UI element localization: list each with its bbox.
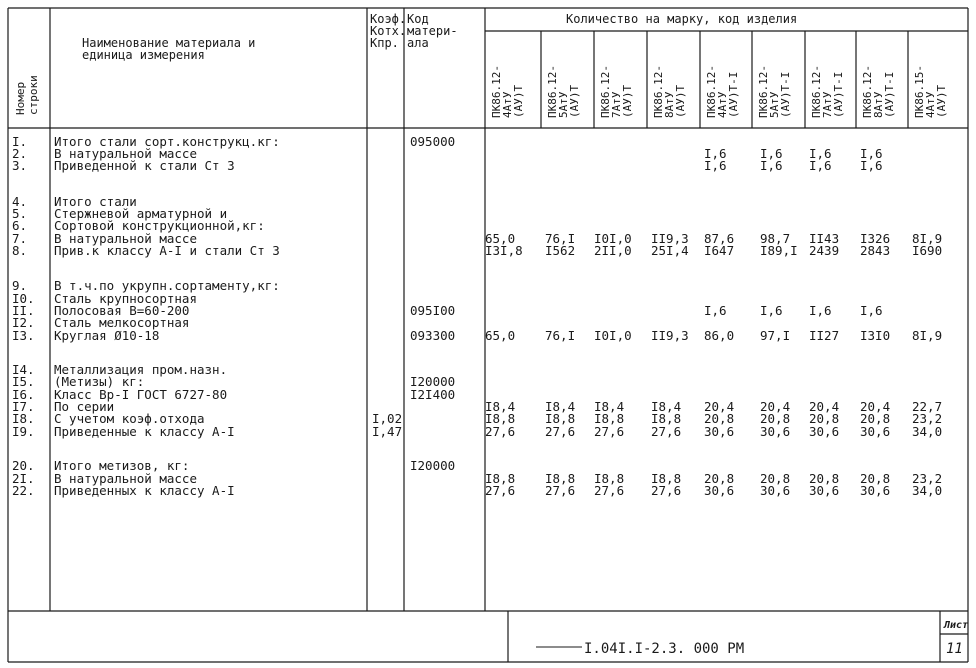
quantity-value: 34,0 (912, 483, 943, 498)
material-name: Приведенные к классу А-I (54, 424, 235, 439)
quantity-value: 20,4 (760, 399, 791, 414)
product-header-5: 4АтУ (716, 91, 729, 118)
product-header-3: (АУ)Т (621, 84, 634, 118)
material-name: Класс Вр-I ГОСТ 6727-80 (54, 387, 228, 402)
quantity-value: II43 (809, 231, 840, 246)
quantity-value: 27,6 (545, 424, 576, 439)
row-number: 4. (12, 194, 28, 209)
material-name: Итого метизов, кг: (54, 458, 190, 473)
product-header-2: 5АтУ (557, 91, 570, 118)
quantity-value: 27,6 (651, 483, 682, 498)
product-header-7: 7АтУ (821, 91, 834, 118)
product-header-2: ПК86.12- (546, 65, 559, 118)
quantity-value: 20,8 (760, 471, 791, 486)
material-name: В натуральной массе (54, 471, 197, 486)
quantity-value: 20,4 (809, 399, 840, 414)
quantity-value: 34,0 (912, 424, 943, 439)
material-code: 095I00 (410, 303, 456, 318)
code-header: матери- (407, 24, 458, 38)
quantity-value: 27,6 (545, 483, 576, 498)
quantity-value: 27,6 (485, 483, 516, 498)
quantity-value: I8,8 (545, 471, 576, 486)
quantity-value: I0I,0 (594, 231, 632, 246)
quantity-value: I,6 (760, 303, 783, 318)
material-name: По серии (54, 399, 115, 414)
row-number: 7. (12, 231, 28, 246)
quantity-value: 30,6 (809, 424, 840, 439)
quantity-value: 65,0 (485, 231, 516, 246)
row-number: 6. (12, 218, 28, 233)
quantity-value: 20,8 (809, 411, 840, 426)
material-code: I20000 (410, 374, 456, 389)
quantity-value: 30,6 (704, 424, 735, 439)
quantity-value: 20,8 (704, 471, 735, 486)
quantity-value: 27,6 (594, 424, 625, 439)
quantity-value: 20,4 (704, 399, 735, 414)
row-number-header: Номер (14, 81, 27, 115)
quantity-value: I3I0 (860, 328, 891, 343)
row-number: I8. (12, 411, 35, 426)
quantity-value: 2II,0 (594, 243, 632, 258)
product-header-1: (АУ)Т (512, 84, 525, 118)
quantity-value: I8,8 (594, 411, 625, 426)
quantity-value: 22,7 (912, 399, 943, 414)
material-name: Полосовая В=60-200 (54, 303, 190, 318)
product-header-4: (АУ)Т (674, 84, 687, 118)
quantity-value: 2843 (860, 243, 891, 258)
product-header-7: ПК86.12- (810, 65, 823, 118)
quantity-value: 98,7 (760, 231, 791, 246)
quantity-header: Количество на марку, код изделия (566, 12, 798, 26)
quantity-value: I89,I (760, 243, 798, 258)
quantity-value: I690 (912, 243, 943, 258)
quantity-value: 20,8 (860, 411, 891, 426)
quantity-value: 30,6 (860, 424, 891, 439)
material-name: Приведенных к классу А-I (54, 483, 235, 498)
quantity-value: 76,I (545, 231, 576, 246)
product-header-4: 8АтУ (663, 91, 676, 118)
quantity-value: II9,3 (651, 328, 689, 343)
quantity-value: 76,I (545, 328, 576, 343)
product-header-9: 4АтУ (924, 91, 937, 118)
product-header-7: (АУ)Т-I (832, 71, 845, 118)
product-header-9: (АУ)Т (935, 84, 948, 118)
quantity-value: I562 (545, 243, 576, 258)
material-code: 093300 (410, 328, 456, 343)
quantity-value: 8I,9 (912, 231, 943, 246)
document-code: I.04I.I-2.3. 000 РМ (584, 641, 745, 657)
material-code: I2I400 (410, 387, 456, 402)
quantity-value: I3I,8 (485, 243, 523, 258)
quantity-value: 30,6 (760, 483, 791, 498)
quantity-value: I,6 (860, 146, 883, 161)
coefficient: I,02 (372, 411, 403, 426)
row-number: I6. (12, 387, 35, 402)
coef-header: Коэф. (370, 12, 407, 26)
row-number: I3. (12, 328, 35, 343)
row-number: 20. (12, 458, 35, 473)
quantity-value: 20,8 (704, 411, 735, 426)
table-body (12, 134, 942, 498)
code-header: Код (407, 12, 429, 26)
table-header (14, 12, 948, 118)
quantity-value: 30,6 (704, 483, 735, 498)
quantity-value: I0I,0 (594, 328, 632, 343)
product-header-8: ПК86.12- (861, 65, 874, 118)
material-name: Металлизация пром.назн. (54, 362, 228, 377)
row-number: 3. (12, 158, 28, 173)
material-name: Стержневой арматурной и (54, 206, 228, 221)
quantity-value: I,6 (704, 146, 727, 161)
row-number: II. (12, 303, 35, 318)
quantity-value: I8,4 (485, 399, 516, 414)
row-number: I0. (12, 291, 35, 306)
material-name: С учетом коэф.отхода (54, 411, 205, 426)
quantity-value: 8I,9 (912, 328, 943, 343)
quantity-value: I,6 (860, 303, 883, 318)
material-name: В т.ч.по укрупн.сортаменту,кг: (54, 278, 280, 293)
product-header-3: 7АтУ (610, 91, 623, 118)
row-number: 2I. (12, 471, 35, 486)
quantity-value: 30,6 (760, 424, 791, 439)
quantity-value: I8,4 (594, 399, 625, 414)
row-number: 2. (12, 146, 28, 161)
quantity-value: I,6 (809, 158, 832, 173)
material-name: Приведенной к стали Ст 3 (54, 158, 235, 173)
quantity-value: I8,8 (651, 411, 682, 426)
code-header: ала (407, 36, 429, 50)
product-header-8: (АУ)Т-I (883, 71, 896, 118)
row-number: I9. (12, 424, 35, 439)
product-header-6: (АУ)Т-I (779, 71, 792, 118)
quantity-value: 27,6 (594, 483, 625, 498)
quantity-value: 20,8 (809, 471, 840, 486)
quantity-value: I8,8 (485, 471, 516, 486)
material-name: Итого стали сорт.конструкц.кг: (54, 134, 280, 149)
name-header: единица измерения (82, 48, 205, 62)
quantity-value: 23,2 (912, 411, 943, 426)
quantity-value: 25I,4 (651, 243, 689, 258)
row-number: I2. (12, 315, 35, 330)
material-code: I20000 (410, 458, 456, 473)
quantity-value: I8,8 (594, 471, 625, 486)
material-name: Сталь крупносортная (54, 291, 197, 306)
quantity-value: II27 (809, 328, 840, 343)
quantity-value: I,6 (704, 158, 727, 173)
sheet-label: Лист (944, 620, 969, 631)
product-header-2: (АУ)Т (568, 84, 581, 118)
quantity-value: I,6 (860, 158, 883, 173)
name-header: Наименование материала и (82, 36, 256, 50)
quantity-value: II9,3 (651, 231, 689, 246)
product-header-8: 8АтУ (872, 91, 885, 118)
sheet-number: 11 (946, 641, 963, 657)
product-header-9: ПК86.15- (913, 65, 926, 118)
material-name: Прив.к классу А-I и стали Ст 3 (54, 243, 280, 258)
product-header-6: 5АтУ (768, 91, 781, 118)
quantity-value: 23,2 (912, 471, 943, 486)
material-name: В натуральной массе (54, 231, 197, 246)
quantity-value: 27,6 (651, 424, 682, 439)
quantity-value: I,6 (760, 158, 783, 173)
quantity-value: I8,8 (651, 471, 682, 486)
row-number: 8. (12, 243, 28, 258)
quantity-value: I326 (860, 231, 891, 246)
quantity-value: I,6 (809, 146, 832, 161)
product-header-6: ПК86.12- (757, 65, 770, 118)
row-number: 9. (12, 278, 28, 293)
product-header-1: ПК86.12- (490, 65, 503, 118)
material-name: Круглая Ø10-18 (54, 328, 160, 343)
product-header-3: ПК86.12- (599, 65, 612, 118)
coef-header: Кпр. (370, 36, 399, 50)
quantity-value: I8,4 (545, 399, 576, 414)
quantity-value: 65,0 (485, 328, 516, 343)
row-number: I7. (12, 399, 35, 414)
row-number: I5. (12, 374, 35, 389)
quantity-value: I8,8 (545, 411, 576, 426)
title-block (536, 620, 968, 657)
quantity-value: 30,6 (809, 483, 840, 498)
quantity-value: 27,6 (485, 424, 516, 439)
quantity-value: 30,6 (860, 483, 891, 498)
quantity-value: 20,8 (760, 411, 791, 426)
quantity-value: I647 (704, 243, 735, 258)
quantity-value: I,6 (704, 303, 727, 318)
coefficient: I,47 (372, 424, 403, 439)
quantity-value: I8,8 (485, 411, 516, 426)
product-header-5: ПК86.12- (705, 65, 718, 118)
quantity-value: 87,6 (704, 231, 735, 246)
row-number: I4. (12, 362, 35, 377)
quantity-value: I,6 (760, 146, 783, 161)
quantity-value: 97,I (760, 328, 791, 343)
coef-header: Котх. (370, 24, 407, 38)
quantity-value: I,6 (809, 303, 832, 318)
product-header-1: 4АтУ (501, 91, 514, 118)
row-number-header: строки (27, 75, 40, 115)
quantity-value: 86,0 (704, 328, 735, 343)
quantity-value: 20,4 (860, 399, 891, 414)
material-name: Сталь мелкосортная (54, 315, 190, 330)
material-name: В натуральной массе (54, 146, 197, 161)
row-number: 22. (12, 483, 35, 498)
quantity-value: 20,8 (860, 471, 891, 486)
quantity-value: 2439 (809, 243, 840, 258)
material-name: Сортовой конструкционной,кг: (54, 218, 265, 233)
row-number: 5. (12, 206, 28, 221)
product-header-4: ПК86.12- (652, 65, 665, 118)
material-name: Итого стали (54, 194, 137, 209)
product-header-5: (АУ)Т-I (727, 71, 740, 118)
material-code: 095000 (410, 134, 456, 149)
material-name: (Метизы) кг: (54, 374, 145, 389)
row-number: I. (12, 134, 28, 149)
quantity-value: I8,4 (651, 399, 682, 414)
